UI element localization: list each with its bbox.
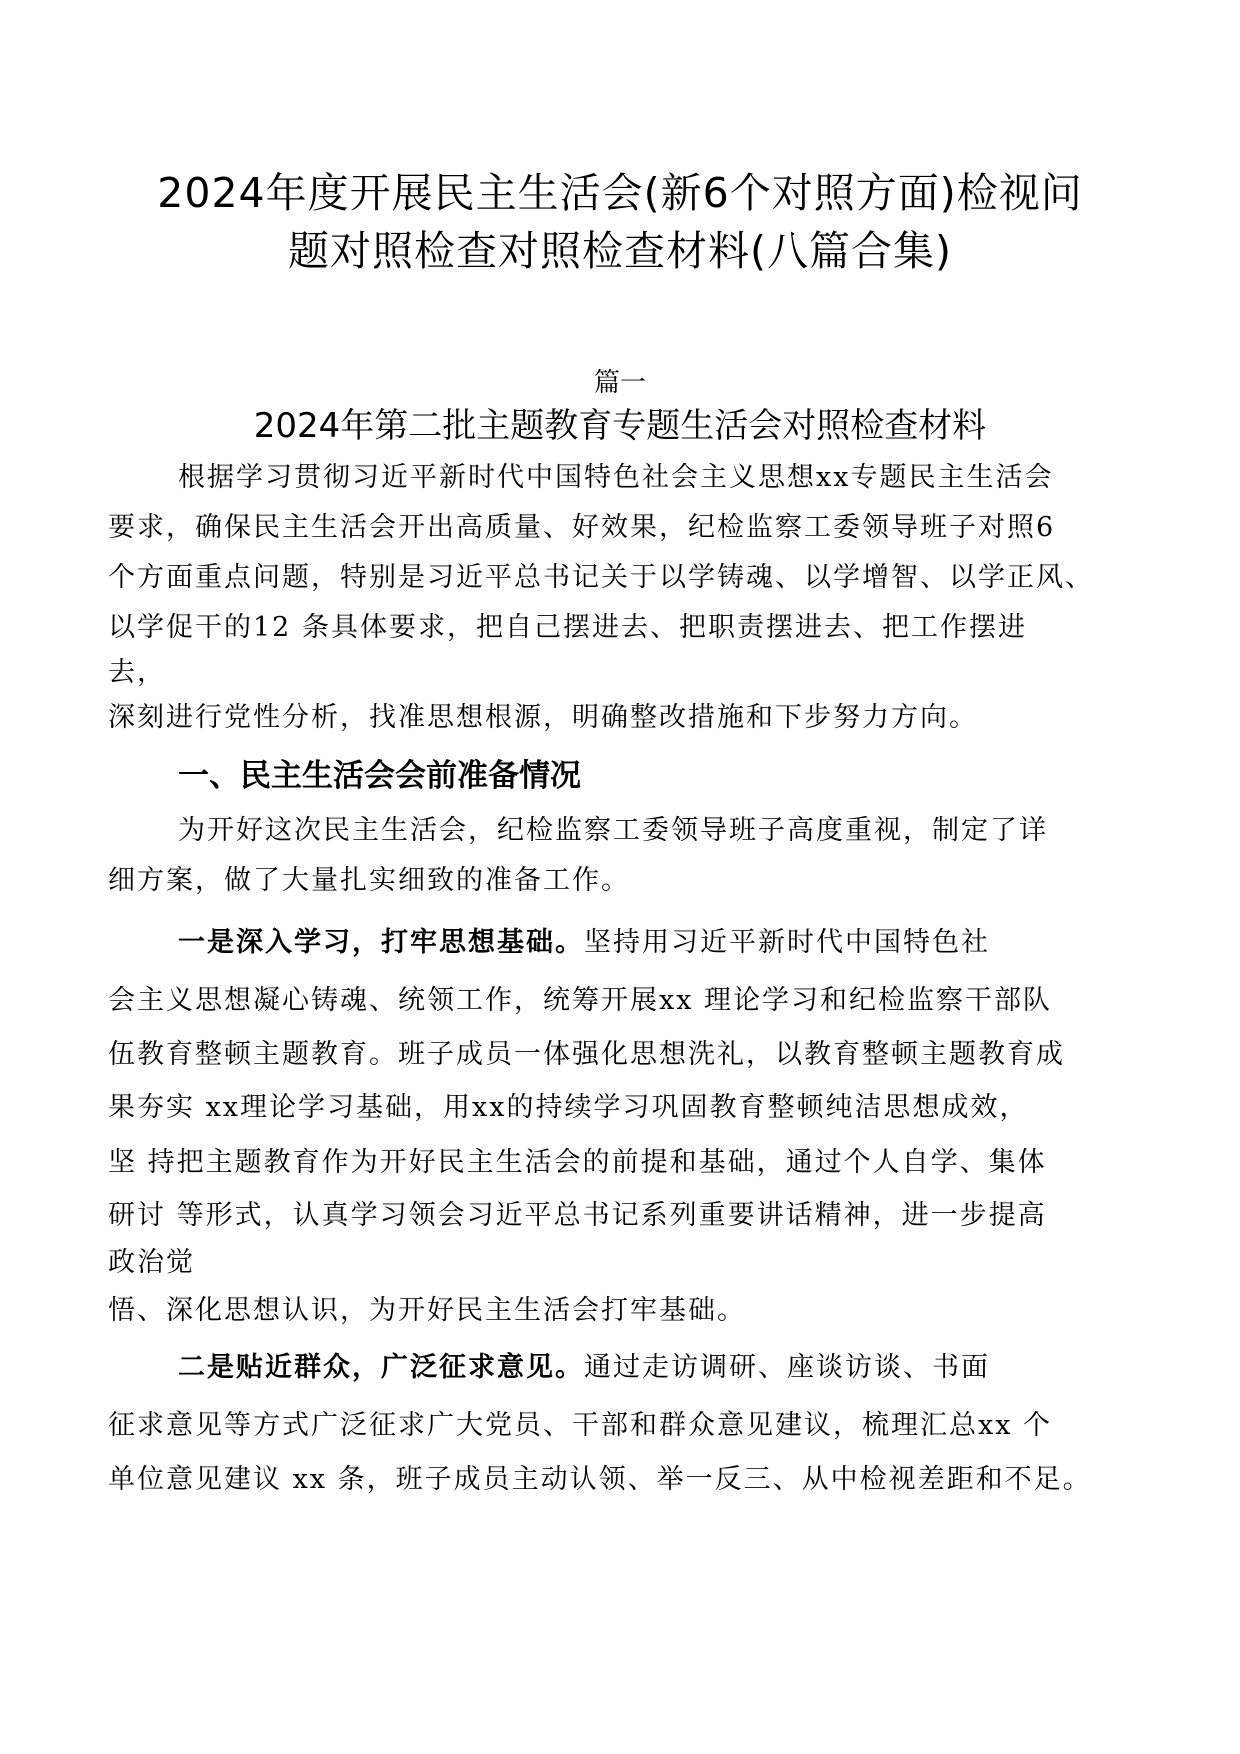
intro-line-6: 深刻进行党性分析，找准思想根源，明确整改措施和下步努力方向。: [108, 702, 978, 733]
section-1-para-2-line-4: 果夯实 xx理论学习基础，用xx的持续学习巩固教育整顿纯洁思想成效，: [108, 1092, 1029, 1123]
section-1-para-2-line-7: 政治觉: [108, 1247, 195, 1278]
section-1-para-2-line-3: 伍教育整顿主题教育。班子成员一体强化思想洗礼，以教育整顿主题教育成: [108, 1039, 1065, 1070]
para-3-line-1-rest: 通过走访调研、座谈访谈、书面: [584, 1352, 990, 1383]
part-label: 篇一: [593, 368, 646, 398]
para-3-lead: 二是贴近群众，广泛征求意见。: [178, 1352, 584, 1383]
para-2-line-1-rest: 坚持用习近平新时代中国特色社: [584, 927, 990, 958]
section-1-para-3-line-3: 单位意见建议 xx 条，班子成员主动认领、举一反三、从中检视差距和不足。: [108, 1464, 1092, 1495]
section-1-para-2-line-1: [178, 920, 990, 959]
section-1-para-2-line-2: 会主义思想凝心铸魂、统领工作，统筹开展xx 理论学习和纪检监察干部队: [108, 985, 1053, 1016]
section-1-para-1-line-1: 为开好这次民主生活会，纪检监察工委领导班子高度重视，制定了详: [178, 815, 1048, 846]
intro-line-4: 以学促干的12 条具体要求，把自己摆进去、把职责摆进去、把工作摆进: [108, 612, 1027, 643]
intro-line-3: 个方面重点问题，特别是习近平总书记关于以学铸魂、以学增智、以学正风、: [108, 562, 1094, 593]
intro-line-5: 去，: [108, 657, 166, 688]
intro-line-1: 根据学习贯彻习近平新时代中国特色社会主义思想xx专题民主生活会: [178, 462, 1054, 493]
document-title-line-1: 2024年度开展民主生活会(新6个对照方面)检视问: [157, 169, 1083, 217]
section-1-para-2-line-8: 悟、深化思想认识，为开好民主生活会打牢基础。: [108, 1295, 746, 1326]
subtitle: 2024年第二批主题教育专题生活会对照检查材料: [253, 406, 987, 446]
intro-line-2: 要求，确保民主生活会开出高质量、好效果，纪检监察工委领导班子对照6: [108, 512, 1056, 543]
section-1-para-3-line-1: [178, 1345, 990, 1384]
para-2-lead: 一是深入学习，打牢思想基础。: [178, 927, 584, 958]
section-1-heading: 一、民主生活会会前准备情况: [178, 758, 581, 794]
section-1-para-2-line-5: 坚 持把主题教育作为开好民主生活会的前提和基础，通过个人自学、集体: [108, 1147, 1047, 1178]
section-1-para-1-line-2: 细方案，做了大量扎实细致的准备工作。: [108, 865, 630, 896]
document-title-line-2: 题对照检查对照检查材料(八篇合集): [288, 227, 952, 275]
section-1-para-3-line-2: 征求意见等方式广泛征求广大党员、干部和群众意见建议，梳理汇总xx 个: [108, 1410, 1053, 1441]
section-1-para-2-line-6: 研讨 等形式，认真学习领会习近平总书记系列重要讲话精神，进一步提高: [108, 1200, 1047, 1231]
